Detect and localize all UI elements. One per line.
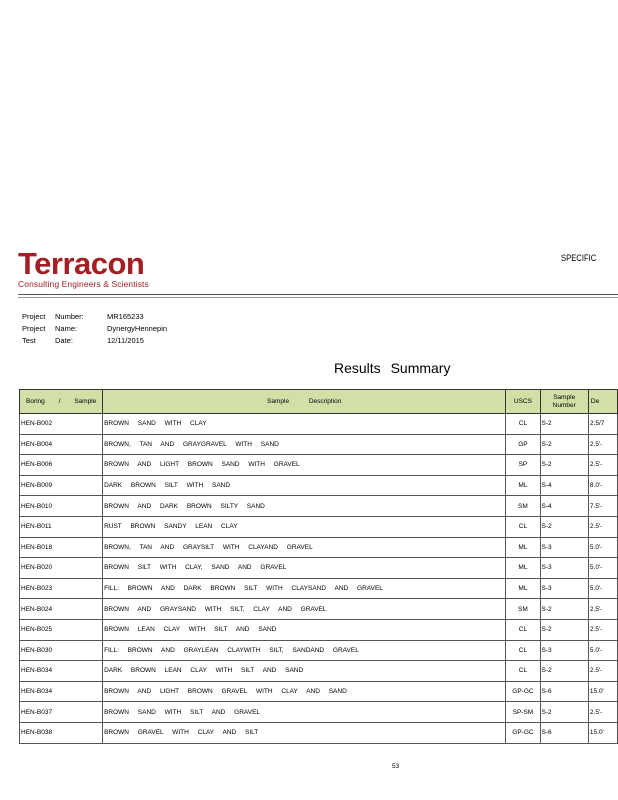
cell-boring: HEN-B030 <box>20 640 103 661</box>
cell-sample-number: S-2 <box>540 434 588 455</box>
cell-sample-number: S-3 <box>540 558 588 579</box>
cell-sample-number: S-2 <box>540 619 588 640</box>
cell-sample-number: S-2 <box>540 599 588 620</box>
table-row <box>20 455 618 476</box>
table-row <box>20 619 618 640</box>
cell-uscs: CL <box>506 661 540 682</box>
results-table-wrap <box>19 389 618 744</box>
cell-boring: HEN-B006 <box>20 455 103 476</box>
test-date-label1: Test <box>22 336 36 345</box>
table-row <box>20 558 618 579</box>
table-row <box>20 599 618 620</box>
cell-uscs: ML <box>506 475 540 496</box>
cell-uscs: ML <box>506 537 540 558</box>
cell-uscs: GP-GC <box>506 681 540 702</box>
cell-depth: 2.5'- <box>588 661 617 682</box>
table-row <box>20 414 618 435</box>
cell-sample-number: S-3 <box>540 640 588 661</box>
cell-description: DARK BROWN SILT WITH SAND <box>103 475 506 496</box>
cell-depth: 2.5'- <box>588 516 617 537</box>
project-number-label1: Project <box>22 312 46 321</box>
cell-description: FILL: BROWN AND DARK BROWN SILT WITH CLAYSAND AND GRAVEL <box>103 578 506 599</box>
cell-sample-number: S-2 <box>540 414 588 435</box>
cell-uscs: ML <box>506 558 540 579</box>
cell-boring: HEN-B023 <box>20 578 103 599</box>
cell-depth: 15.0' <box>588 722 617 743</box>
table-row <box>20 537 618 558</box>
page-title: Results Summary <box>334 360 451 376</box>
results-table <box>19 389 618 744</box>
table-row <box>20 702 618 723</box>
project-number-label2: Number: <box>55 312 84 321</box>
cell-description: BROWN AND LIGHT BROWN SAND WITH GRAVEL <box>103 455 506 476</box>
header-depth: De <box>588 390 617 414</box>
cell-uscs: CL <box>506 516 540 537</box>
header-divider-secondary <box>18 297 618 298</box>
cell-description: BROWN AND LIGHT BROWN GRAVEL WITH CLAY AND SAND <box>103 681 506 702</box>
cell-uscs: SM <box>506 599 540 620</box>
cell-depth: 5.0'- <box>588 640 617 661</box>
cell-boring: HEN-B037 <box>20 702 103 723</box>
cell-description: BROWN SAND WITH CLAY <box>103 414 506 435</box>
cell-boring: HEN-B034 <box>20 661 103 682</box>
cell-sample-number: S-2 <box>540 661 588 682</box>
header-uscs: USCS <box>506 390 540 414</box>
cell-description: RUST BROWN SANDY LEAN CLAY <box>103 516 506 537</box>
cell-depth: 15.0' <box>588 681 617 702</box>
table-row <box>20 434 618 455</box>
cell-uscs: SM <box>506 496 540 517</box>
cell-sample-number: S-3 <box>540 537 588 558</box>
table-header-row <box>20 390 618 414</box>
cell-uscs: CL <box>506 619 540 640</box>
cell-boring: HEN-B020 <box>20 558 103 579</box>
page-number: 53 <box>392 763 400 770</box>
cell-uscs: CL <box>506 640 540 661</box>
cell-description: BROWN SAND WITH SILT AND GRAVEL <box>103 702 506 723</box>
cell-description: BROWN LEAN CLAY WITH SILT AND SAND <box>103 619 506 640</box>
table-body <box>20 414 618 744</box>
cell-depth: 2.5/7 <box>588 414 617 435</box>
cell-sample-number: S-3 <box>540 578 588 599</box>
cell-sample-number: S-2 <box>540 702 588 723</box>
cell-description: BROWN AND GRAYSAND WITH SILT, CLAY AND GRAVEL <box>103 599 506 620</box>
cell-depth: 5.0'- <box>588 578 617 599</box>
cell-sample-number: S-6 <box>540 681 588 702</box>
cell-description: BROWN SILT WITH CLAY, SAND AND GRAVEL <box>103 558 506 579</box>
table-row <box>20 681 618 702</box>
cell-uscs: ML <box>506 578 540 599</box>
logo-wordmark: Terracon <box>18 246 145 281</box>
cell-uscs: GP-GC <box>506 722 540 743</box>
header-sample-description: Sample Description <box>103 390 506 414</box>
cell-boring: HEN-B011 <box>20 516 103 537</box>
cell-description: FILL: BROWN AND GRAYLEAN CLAYWITH SILT, SANDAND GRAVEL <box>103 640 506 661</box>
cell-uscs: CL <box>506 414 540 435</box>
cell-description: BROWN, TAN AND GRAYGRAVEL WITH SAND <box>103 434 506 455</box>
project-number-value: MR165233 <box>107 312 144 321</box>
project-name-label2: Name: <box>55 324 78 333</box>
cell-boring: HEN-B010 <box>20 496 103 517</box>
cell-boring: HEN-B002 <box>20 414 103 435</box>
cell-boring: HEN-B024 <box>20 599 103 620</box>
cell-uscs: SP <box>506 455 540 476</box>
project-name-label1: Project <box>22 324 46 333</box>
cell-depth: 8.0'- <box>588 475 617 496</box>
table-row <box>20 475 618 496</box>
cell-description: BROWN AND DARK BROWN SILTY SAND <box>103 496 506 517</box>
cell-boring: HEN-B038 <box>20 722 103 743</box>
cell-boring: HEN-B018 <box>20 537 103 558</box>
cell-description: DARK BROWN LEAN CLAY WITH SILT AND SAND <box>103 661 506 682</box>
cell-sample-number: S-4 <box>540 496 588 517</box>
header-divider <box>18 294 618 295</box>
cell-depth: 7.5'- <box>588 496 617 517</box>
cell-sample-number: S-6 <box>540 722 588 743</box>
cell-depth: 2.5'- <box>588 599 617 620</box>
cell-depth: 2.5'- <box>588 619 617 640</box>
terracon-logo <box>18 248 168 289</box>
project-name-value: DynergyHennepin <box>107 324 168 333</box>
cell-sample-number: S-4 <box>540 475 588 496</box>
header-sample-number: Sample Number <box>540 390 588 414</box>
header-boring-sample: Boring / Sample <box>20 390 103 414</box>
table-row <box>20 578 618 599</box>
cell-boring: HEN-B004 <box>20 434 103 455</box>
table-row <box>20 661 618 682</box>
table-row <box>20 722 618 743</box>
cell-sample-number: S-2 <box>540 516 588 537</box>
cell-description: BROWN GRAVEL WITH CLAY AND SILT <box>103 722 506 743</box>
table-row <box>20 496 618 517</box>
header-right-label: SPECIFIC <box>561 253 597 263</box>
cell-depth: 5.0'- <box>588 558 617 579</box>
table-row <box>20 640 618 661</box>
cell-boring: HEN-B009 <box>20 475 103 496</box>
cell-sample-number: S-2 <box>540 455 588 476</box>
test-date-label2: Date: <box>55 336 73 345</box>
cell-depth: 2.5'- <box>588 702 617 723</box>
logo-tagline: Consulting Engineers & Scientists <box>18 279 149 289</box>
cell-uscs: SP-SM <box>506 702 540 723</box>
cell-boring: HEN-B025 <box>20 619 103 640</box>
test-date-value: 12/11/2015 <box>107 336 144 345</box>
cell-depth: 2.5'- <box>588 455 617 476</box>
cell-depth: 5.0'- <box>588 537 617 558</box>
table-row <box>20 516 618 537</box>
cell-boring: HEN-B034 <box>20 681 103 702</box>
cell-description: BROWN, TAN AND GRAYSILT WITH CLAYAND GRAVEL <box>103 537 506 558</box>
cell-depth: 2.5'- <box>588 434 617 455</box>
cell-uscs: GP <box>506 434 540 455</box>
